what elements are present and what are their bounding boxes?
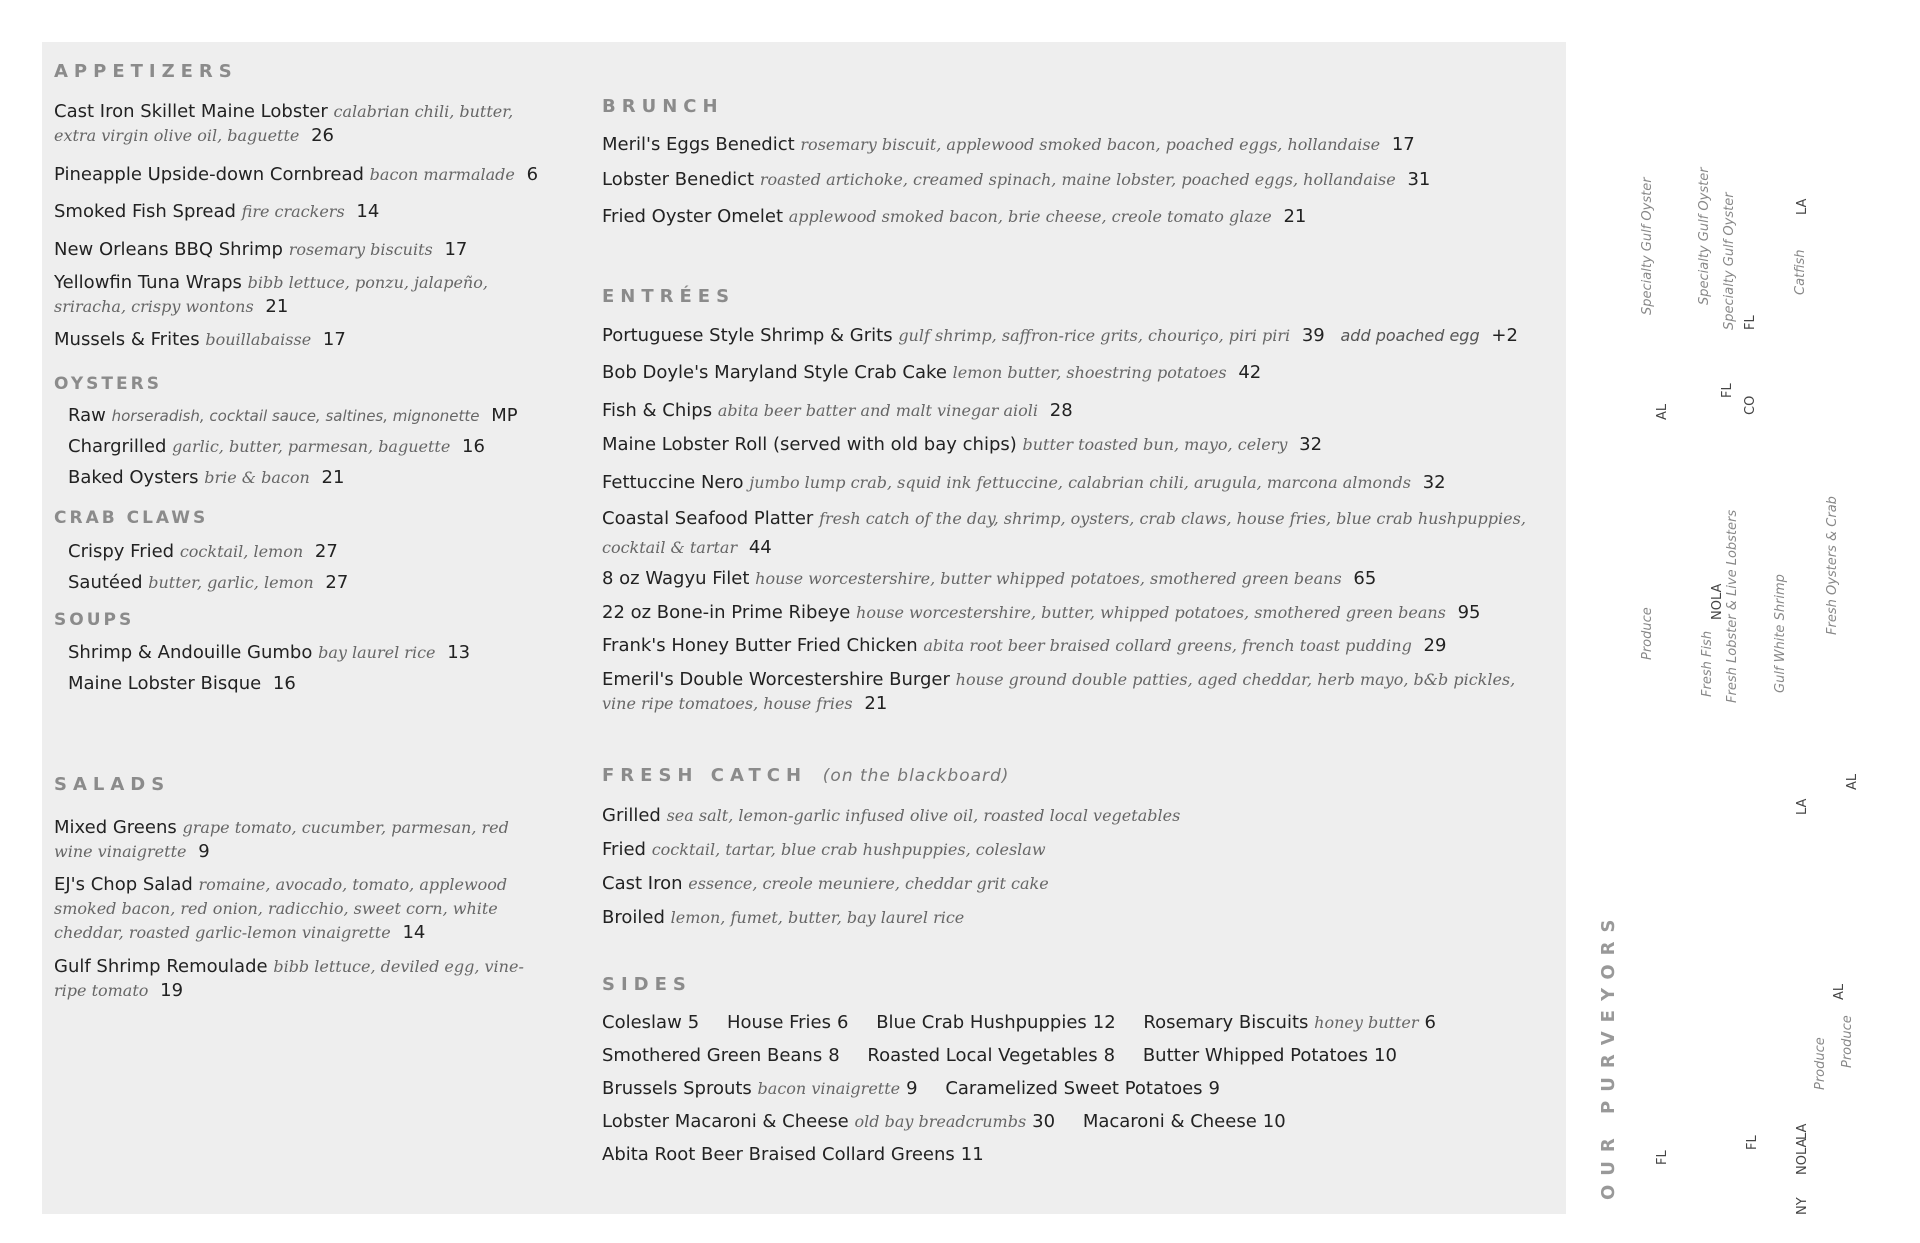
salads-heading: SALADS	[54, 774, 171, 795]
menu-item: Baked Oysters brie & bacon 21	[68, 467, 345, 488]
purveyor-location: NOLA	[1710, 583, 1725, 620]
menu-item: Yellowfin Tuna Wraps bibb lettuce, ponzu, jalapeño, sriracha, crispy wontons 21	[54, 272, 488, 317]
menu-item: Smoked Fish Spread fire crackers 14	[54, 201, 380, 222]
menu-item: Pineapple Upside-down Cornbread bacon marmalade 6	[54, 164, 539, 185]
side-item: Coleslaw 5	[602, 1012, 700, 1033]
menu-item: Lobster Benedict roasted artichoke, creamed spinach, maine lobster, poached eggs, hollandaise 31	[602, 169, 1431, 190]
sides-row	[602, 1110, 1308, 1134]
purveyor-location: FL	[1720, 383, 1735, 398]
purveyor-category: Fresh Lobster & Live Lobsters	[1725, 509, 1740, 703]
purveyor-category: Specialty Gulf Oyster	[1697, 167, 1712, 305]
menu-item: Shrimp & Andouille Gumbo bay laurel rice 13	[68, 642, 471, 663]
side-item: Butter Whipped Potatoes 10	[1142, 1045, 1397, 1066]
menu-item: 8 oz Wagyu Filet house worcestershire, butter whipped potatoes, smothered green beans 65	[602, 568, 1377, 589]
purveyor-location: NOLA	[1795, 1138, 1810, 1175]
sides-row	[602, 1011, 1458, 1035]
fresh-catch-heading: FRESH CATCH	[602, 765, 808, 786]
purveyor-location: FL	[1745, 1135, 1760, 1150]
menu-item: Cast Iron Skillet Maine Lobster calabrian chili, butter, extra virgin olive oil, baguette 26	[54, 101, 514, 146]
menu-item: Frank's Honey Butter Fried Chicken abita root beer braised collard greens, french toast pudding 29	[602, 635, 1447, 656]
menu-item: Bob Doyle's Maryland Style Crab Cake lemon butter, shoestring potatoes 42	[602, 362, 1262, 383]
purveyor-location: LA	[1795, 798, 1810, 815]
menu-item: Gulf Shrimp Remoulade bibb lettuce, deviled egg, vine-ripe tomato 19	[54, 956, 524, 1001]
oysters-heading: OYSTERS	[54, 374, 162, 394]
purveyor-location: FL	[1743, 315, 1758, 330]
purveyor-category: Specialty Gulf Oyster	[1640, 177, 1655, 315]
menu-item: Maine Lobster Bisque 16	[68, 673, 296, 694]
side-item: Smothered Green Beans 8	[602, 1045, 840, 1066]
appetizers-heading: APPETIZERS	[54, 61, 238, 82]
side-item: Caramelized Sweet Potatoes 9	[945, 1078, 1220, 1099]
fresh-catch-note: (on the blackboard)	[822, 766, 1010, 786]
menu-item: Portuguese Style Shrimp & Grits gulf shrimp, saffron-rice grits, chouriço, piri piri 39 add poached egg +2	[602, 325, 1518, 346]
entrees-heading: ENTRÉES	[602, 286, 736, 307]
purveyor-location: LA	[1795, 198, 1810, 215]
menu-item: Fish & Chips abita beer batter and malt vinegar aioli 28	[602, 400, 1073, 421]
purveyor-category: Fresh Oysters & Crab	[1825, 496, 1840, 635]
sides-row	[602, 1077, 1242, 1101]
purveyor-category: Produce	[1840, 1015, 1855, 1068]
menu-item: Chargrilled garlic, butter, parmesan, baguette 16	[68, 436, 485, 457]
purveyor-location: NY	[1795, 1197, 1810, 1215]
purveyor-location: FL	[1655, 1150, 1670, 1165]
purveyor-location: LA	[1795, 1123, 1810, 1140]
menu-item: Broiled lemon, fumet, butter, bay laurel rice	[602, 907, 965, 928]
menu-item: Coastal Seafood Platter fresh catch of the day, shrimp, oysters, crab claws, house fries, blue crab hushpuppies, cocktail & tartar 44	[602, 508, 1526, 558]
purveyor-category: Gulf White Shrimp	[1773, 574, 1788, 693]
brunch-heading: BRUNCH	[602, 96, 724, 117]
menu-item: Maine Lobster Roll (served with old bay chips) butter toasted bun, mayo, celery 32	[602, 434, 1323, 455]
purveyor-category: Fresh Fish	[1700, 630, 1715, 697]
purveyor-category: Specialty Gulf Oyster	[1722, 192, 1737, 330]
purveyor-location: AL	[1832, 983, 1847, 1000]
side-item: Rosemary Biscuits honey butter 6	[1143, 1012, 1436, 1033]
menu-item: Cast Iron essence, creole meuniere, cheddar grit cake	[602, 873, 1049, 894]
sides-row	[602, 1044, 1419, 1068]
sides-row	[602, 1143, 1006, 1167]
purveyor-category: Catfish	[1793, 249, 1808, 295]
fresh-catch-header	[602, 764, 1009, 788]
purveyor-category: Produce	[1640, 607, 1655, 660]
side-item: Lobster Macaroni & Cheese old bay breadcrumbs 30	[602, 1111, 1056, 1132]
menu-item: Mixed Greens grape tomato, cucumber, parmesan, red wine vinaigrette 9	[54, 817, 509, 862]
menu-item: Raw horseradish, cocktail sauce, saltines, mignonette MP	[68, 405, 518, 426]
menu-item: Emeril's Double Worcestershire Burger house ground double patties, aged cheddar, herb mayo, b&b pickles, vine ripe tomatoes, house fries 21	[602, 669, 1516, 714]
menu-item: Mussels & Frites bouillabaisse 17	[54, 329, 346, 350]
menu-item: Fried Oyster Omelet applewood smoked bacon, brie cheese, creole tomato glaze 21	[602, 206, 1307, 227]
side-item: Blue Crab Hushpuppies 12	[876, 1012, 1116, 1033]
menu-item: EJ's Chop Salad romaine, avocado, tomato, applewood smoked bacon, red onion, radicchio, sweet corn, white cheddar, roasted garlic-lemon vinaigrette 14	[54, 874, 508, 943]
side-item: Brussels Sprouts bacon vinaigrette 9	[602, 1078, 918, 1099]
purveyor-location: AL	[1655, 403, 1670, 420]
menu-item: New Orleans BBQ Shrimp rosemary biscuits 17	[54, 239, 468, 260]
side-item: Macaroni & Cheese 10	[1082, 1111, 1286, 1132]
soups-heading: SOUPS	[54, 610, 135, 630]
side-item: Abita Root Beer Braised Collard Greens 11	[602, 1144, 984, 1165]
menu-item: Sautéed butter, garlic, lemon 27	[68, 572, 349, 593]
menu-item: Meril's Eggs Benedict rosemary biscuit, applewood smoked bacon, poached eggs, hollandaise 17	[602, 134, 1415, 155]
purveyor-location: CO	[1743, 395, 1758, 415]
menu-item: Crispy Fried cocktail, lemon 27	[68, 541, 338, 562]
menu-item: Fried cocktail, tartar, blue crab hushpuppies, coleslaw	[602, 839, 1046, 860]
menu-item: Grilled sea salt, lemon-garlic infused olive oil, roasted local vegetables	[602, 805, 1181, 826]
purveyor-category: Produce	[1813, 1037, 1828, 1090]
sides-heading: SIDES	[602, 974, 692, 995]
side-item: House Fries 6	[726, 1012, 849, 1033]
menu-item: Fettuccine Nero jumbo lump crab, squid ink fettuccine, calabrian chili, arugula, marcona almonds 32	[602, 472, 1446, 493]
crab-claws-heading: CRAB CLAWS	[54, 508, 209, 528]
side-item: Roasted Local Vegetables 8	[867, 1045, 1116, 1066]
purveyors-heading: OUR PURVEYORS	[1598, 910, 1619, 1200]
menu-item: 22 oz Bone-in Prime Ribeye house worcestershire, butter, whipped potatoes, smothered green beans 95	[602, 602, 1481, 623]
purveyor-location: AL	[1845, 773, 1860, 790]
